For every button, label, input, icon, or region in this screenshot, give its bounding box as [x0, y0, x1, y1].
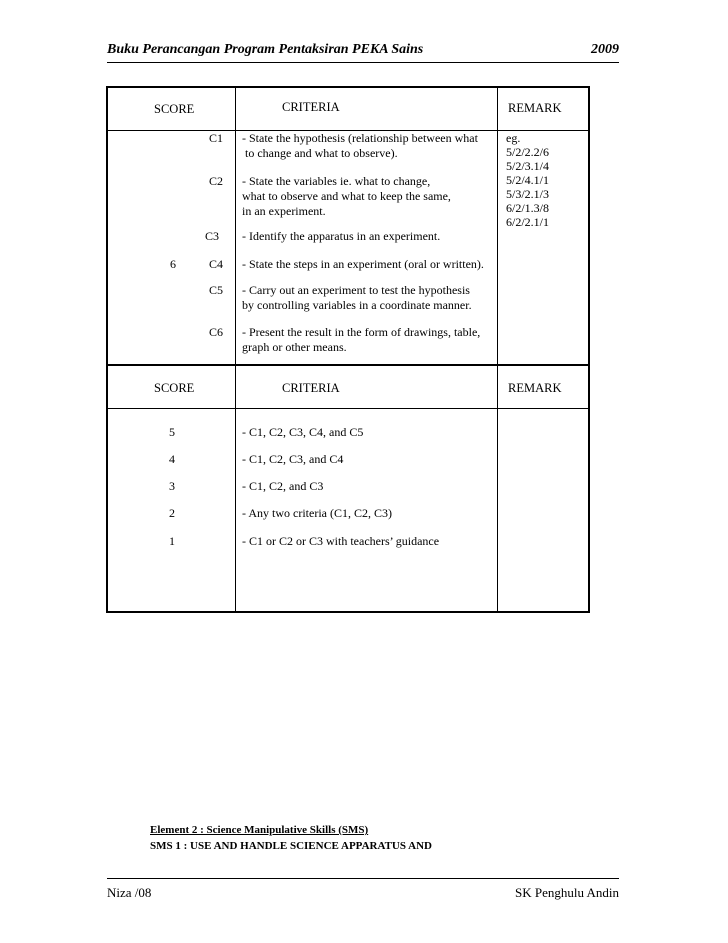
assessment-table [106, 86, 590, 613]
criterion-code: C3 [205, 229, 220, 243]
remark-item: eg. [506, 131, 521, 145]
section-divider [108, 364, 588, 366]
criterion-code: C2 [209, 174, 224, 188]
element2-title: Element 2 : Science Manipulative Skills (SMS) [150, 824, 369, 836]
table1-score-header: SCORE [154, 102, 195, 116]
column-divider [235, 88, 236, 611]
remark-item: 5/3/2.1/3 [506, 187, 550, 201]
page-header [107, 40, 619, 63]
footer-right: SK Penghulu Andin [514, 885, 619, 900]
remark-item: 5/2/4.1/1 [506, 173, 550, 187]
sms-heading: SMS 1 : USE AND HANDLE SCIENCE APPARATUS AND [150, 840, 432, 852]
score-row-criteria: - C1 or C2 or C3 with teachers’ guidance [242, 534, 440, 548]
remark-item: 5/2/3.1/4 [506, 159, 550, 173]
remark-item: 5/2/2.2/6 [506, 145, 550, 159]
score-row-value: 5 [169, 425, 175, 439]
score-row-criteria: - C1, C2, C3, C4, and C5 [242, 425, 364, 439]
table2-criteria-header: CRITERIA [282, 381, 340, 395]
page-footer [107, 878, 619, 900]
score-row-criteria: - C1, C2, C3, and C4 [242, 452, 344, 466]
score-row-criteria: - Any two criteria (C1, C2, C3) [242, 506, 392, 520]
score-row-value: 1 [169, 534, 175, 548]
score-row-value: 4 [169, 452, 175, 466]
table2-remark-header: REMARK [508, 381, 562, 395]
criterion-text: - State the steps in an experiment (oral or written). [242, 257, 484, 271]
criterion-code: C4 [209, 257, 224, 271]
column-divider [497, 88, 498, 611]
table1-criteria-header: CRITERIA [282, 100, 340, 114]
criterion-text: - Present the result in the form of drawings, table, [242, 325, 481, 339]
criterion-text: what to observe and what to keep the same, [242, 189, 451, 203]
criterion-code: C6 [209, 325, 224, 339]
table2-score-header: SCORE [154, 381, 195, 395]
criterion-text: - State the variables ie. what to change, [242, 174, 431, 188]
table1-remark-header: REMARK [508, 101, 562, 115]
score-row-value: 3 [169, 479, 175, 493]
criterion-code: C5 [209, 283, 224, 297]
score-value: 6 [170, 257, 176, 271]
criterion-text: to change and what to observe). [242, 146, 398, 160]
criterion-text: - Identify the apparatus in an experiment. [242, 229, 441, 243]
header-year: 2009 [591, 42, 619, 57]
header-title: Buku Perancangan Program Pentaksiran PEKA Sains [107, 42, 424, 57]
criterion-text: - State the hypothesis (relationship between what [242, 131, 478, 145]
element2-section [150, 822, 432, 854]
criterion-code: C1 [209, 131, 224, 145]
score-row-criteria: - C1, C2, and C3 [242, 479, 324, 493]
score-row-value: 2 [169, 506, 175, 520]
criterion-text: graph or other means. [242, 340, 347, 354]
criterion-text: in an experiment. [242, 204, 326, 218]
criterion-text: - Carry out an experiment to test the hypothesis [242, 283, 470, 297]
remark-item: 6/2/1.3/8 [506, 201, 550, 215]
remark-item: 6/2/2.1/1 [506, 215, 550, 229]
row-divider [108, 408, 588, 409]
footer-left: Niza /08 [107, 885, 152, 900]
criterion-text: by controlling variables in a coordinate manner. [242, 298, 472, 312]
